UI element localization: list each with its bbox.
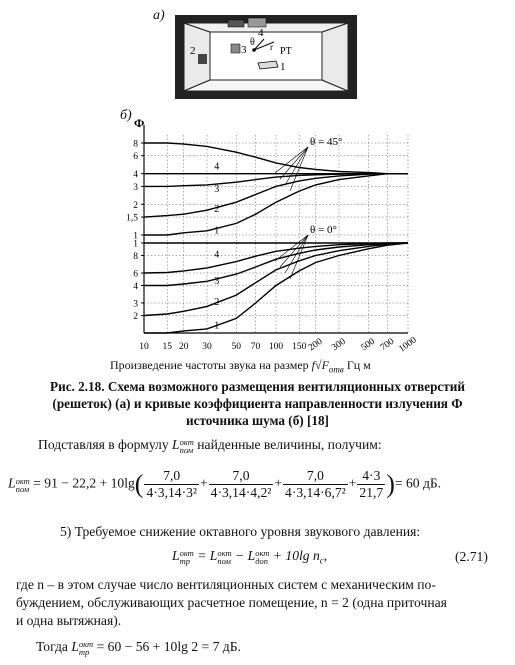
x-axis-formula-sub: отв — [328, 364, 344, 375]
y-axis-label: Ф — [134, 116, 145, 130]
x-tick-label: 100 — [268, 342, 284, 352]
directivity-chart — [110, 115, 419, 355]
para1-sub: пом — [179, 444, 194, 455]
para1-symbol: L — [172, 437, 180, 452]
eq1-term1-num: 7,0 — [144, 468, 199, 485]
room-label-r: r — [270, 42, 273, 52]
eq1-sup: окт — [15, 475, 30, 486]
final-text-a: Тогда — [36, 639, 68, 654]
x-tick-label: 300 — [330, 336, 348, 354]
room-label-4: 4 — [258, 27, 264, 39]
eq1-term2-num: 7,0 — [209, 468, 274, 485]
final-sub: тр — [78, 646, 90, 657]
room-label-2: 2 — [190, 45, 196, 57]
y-tick-label: 2 — [133, 311, 138, 322]
para2-line-3: и одна вытяжная). — [16, 613, 122, 628]
angle-annotation: θ = 0° — [310, 224, 337, 236]
paragraph-1 — [38, 436, 382, 454]
final-text-b: = 60 − 56 + 10lg 2 = 7 дБ. — [96, 639, 241, 654]
series-label: 4 — [214, 161, 220, 173]
x-tick-label: 70 — [250, 342, 261, 352]
series-label: 3 — [214, 184, 220, 196]
caption-line-3: источника шума (б) [18] — [186, 413, 329, 428]
eq2-mid: = L — [197, 548, 218, 563]
caption-line-1: Рис. 2.18. Схема возможного размещения вентиляционных отверстий — [50, 379, 465, 394]
eq1-sub: пом — [15, 483, 30, 494]
series-label: 4 — [214, 249, 220, 261]
room-label-rt: РТ — [280, 46, 292, 57]
x-axis-formula: f√F — [311, 358, 329, 372]
y-tick-label: 1 — [133, 239, 138, 250]
x-tick-label: 30 — [202, 342, 212, 352]
para1-text-a: Подставляя в формулу — [38, 437, 169, 452]
y-tick-label: 8 — [133, 251, 138, 262]
x-tick-label: 15 — [162, 342, 172, 352]
final-sup: окт — [78, 638, 94, 649]
caption-line-2: (решеток) (а) и кривые коэффициента направленности излучения Ф — [52, 396, 463, 411]
room-sketch — [170, 10, 370, 105]
x-tick-label: 500 — [359, 336, 377, 354]
y-tick-label: 2 — [133, 200, 138, 211]
equation-2-71: L окт тр = L окт пом − L окт доп + 10lg $n_c$, — [172, 547, 328, 566]
eq2-sup-3: окт — [255, 547, 270, 558]
y-tick-label: 8 — [133, 139, 138, 150]
eq2-minus: − L — [235, 548, 256, 563]
eq2-sub-tr: тр — [179, 555, 190, 566]
paragraph-2 — [16, 576, 506, 630]
x-axis-title — [110, 358, 371, 374]
series-label: 2 — [214, 204, 220, 216]
room-label-3: 3 — [241, 44, 247, 56]
series-line — [144, 243, 408, 333]
y-tick-label: 3 — [133, 299, 138, 310]
y-tick-label: 4 — [133, 281, 138, 292]
eq1-term3-num: 7,0 — [283, 468, 348, 485]
eq1-term3-den: 4·3,14·6,7² — [285, 485, 346, 500]
panel-b-label: б) — [120, 108, 132, 123]
eq1-term4-num: 4·3 — [357, 468, 385, 485]
eq1-term4-den: 21,7 — [359, 485, 384, 500]
room-label-theta: θ — [250, 37, 255, 48]
para2-line-1: где n – в этом случае число вентиляционных систем с механическим по- — [16, 577, 436, 592]
equation-1: L окт пом = 91 − 22,2 + 10lg( $\frac{7,0}{\text{4·3,14·3²}}$ + $\frac{7,0}{\text{4·3,14·4,2²}}$ + $\frac{7,0}{\text{4·3,14·6,7²}}$ + $\frac{4\cdot 3}{21,7}$ )= 60 дБ. — [8, 468, 442, 500]
y-tick-label: 6 — [133, 269, 138, 280]
item-5: 5) Требуемое снижение октавного уровня звукового давления: — [60, 524, 421, 539]
eq1-term2-den: 4·3,14·4,2² — [210, 485, 272, 500]
x-tick-label: 1000 — [397, 335, 419, 355]
series-line — [144, 143, 408, 174]
y-tick-label: 1,5 — [126, 213, 138, 224]
eq2-comma: , — [323, 548, 328, 563]
eq1-result: = 60 дБ. — [394, 475, 442, 491]
eq1-term1-den: 4·3,14·3² — [146, 485, 197, 500]
eq2-sub-pom: пом — [217, 555, 231, 566]
x-tick-label: 20 — [178, 342, 189, 352]
panel-a-label: а) — [153, 8, 165, 23]
series-label: 1 — [214, 320, 220, 332]
series-label: 1 — [214, 225, 220, 237]
angle-annotation: θ = 45° — [310, 136, 343, 148]
eq2-sup-1: окт — [179, 547, 194, 558]
x-tick-label: 50 — [231, 342, 242, 352]
y-tick-label: 4 — [133, 170, 138, 181]
equation-number: (2.71) — [455, 549, 488, 564]
final-result: Тогда L окт тр = 60 − 56 + 10lg 2 = 7 дБ. — [36, 638, 241, 657]
x-tick-label: 10 — [139, 342, 149, 352]
y-tick-label: 6 — [133, 152, 138, 163]
y-tick-label: 1 — [133, 231, 138, 242]
figure-caption — [10, 378, 505, 429]
eq2-sub-dop: доп — [255, 555, 268, 566]
x-tick-label: 200 — [307, 336, 325, 354]
y-tick-label: 3 — [133, 182, 138, 193]
eq1-lhs: = 91 − 22,2 + 10lg — [33, 475, 135, 491]
x-tick-label: 700 — [378, 336, 397, 354]
annotation-leader — [275, 147, 308, 173]
x-axis-label: Произведение частоты звука на размер — [110, 358, 309, 372]
series-label: 3 — [214, 276, 220, 288]
x-tick-label: 150 — [292, 342, 307, 352]
para1-sup: окт — [179, 436, 194, 447]
x-axis-units: Гц м — [346, 358, 371, 372]
eq2-tail: + 10lg n — [272, 548, 320, 563]
eq2-sub-c: c — [319, 555, 324, 566]
room-label-1: 1 — [280, 61, 286, 73]
annotation-leader — [285, 235, 308, 273]
para1-text-b: найденные величины, получим: — [197, 437, 382, 452]
para2-line-2: буждением, обслуживающих расчетное помещение, n = 2 (одна приточная — [16, 595, 447, 610]
eq2-sup-2: окт — [217, 547, 232, 558]
series-label: 2 — [214, 297, 220, 309]
